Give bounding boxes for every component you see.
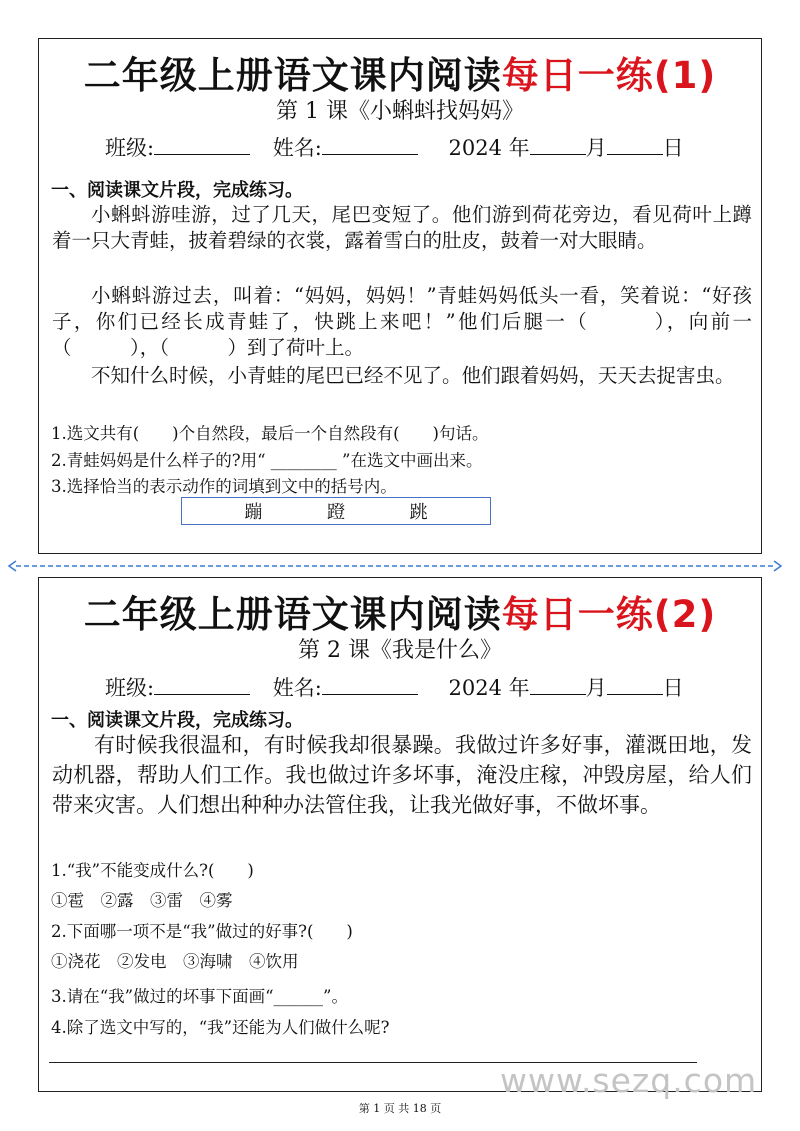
month-blank[interactable] — [530, 134, 586, 155]
exercise-card-1 — [38, 38, 762, 554]
name-label: 姓名: — [272, 136, 322, 160]
name-label: 姓名: — [272, 676, 322, 700]
day-blank[interactable] — [607, 674, 663, 695]
question-3: 3.请在“我”做过的坏事下面画“______”。 — [51, 987, 348, 1006]
passage-paragraph: 小蝌蚪游过去，叫着：“妈妈，妈妈！”青蛙妈妈低头一看，笑着说：“好孩子，你们已经长成青蛙了，快跳上来吧！”他们后腿一（ ），向前一（ ），（ ）到了荷叶上。 — [52, 284, 752, 359]
month-blank[interactable] — [530, 674, 586, 695]
cut-line-divider — [6, 559, 784, 573]
student-info-row — [105, 132, 741, 162]
lesson-title: 第 1 课《小蝌蚪找妈妈》 — [276, 99, 524, 124]
word-option: 蹦 — [244, 502, 263, 523]
question-4: 4.除了选文中写的，“我”还能为人们做什么呢? — [51, 1018, 390, 1037]
day-label: 日 — [662, 676, 684, 700]
lesson-title: 第 2 课《我是什么》 — [298, 638, 502, 663]
section-heading: 一、阅读课文片段，完成练习。 — [51, 180, 303, 201]
student-info-row — [105, 672, 741, 702]
class-blank[interactable] — [154, 134, 250, 155]
word-choice-box — [181, 497, 491, 525]
month-label: 月 — [585, 136, 607, 160]
class-label: 班级: — [105, 136, 155, 160]
day-label: 日 — [662, 136, 684, 160]
year-label: 2024 年 — [448, 136, 530, 160]
word-option: 蹬 — [326, 502, 345, 523]
day-blank[interactable] — [607, 134, 663, 155]
question-1: 1.“我”不能变成什么?( ) — [51, 861, 254, 880]
card-title: 二年级上册语文课内阅读每日一练(2) — [83, 593, 717, 636]
question-2: 2.下面哪一项不是“我”做过的好事?( ) — [51, 922, 353, 941]
passage-paragraph: 有时候我很温和，有时候我却很暴躁。我做过许多好事，灌溉田地，发动机器，帮助人们工作。我也做过许多坏事，淹没庄稼，冲毁房屋，给人们带来灾害。人们想出种种办法管住我，让我光做好事，不做坏事。 — [52, 733, 752, 817]
watermark: www.sezq.com — [500, 1061, 758, 1100]
word-option: 跳 — [409, 502, 428, 523]
section-heading: 一、阅读课文片段，完成练习。 — [51, 710, 303, 731]
question-3: 3.选择恰当的表示动作的词填到文中的括号内。 — [51, 477, 397, 496]
page-footer: 第 1 页 共 18 页 — [358, 1102, 442, 1115]
class-label: 班级: — [105, 676, 155, 700]
question-2-options: ①浇花 ②发电 ③海啸 ④饮用 — [51, 952, 299, 971]
month-label: 月 — [585, 676, 607, 700]
year-label: 2024 年 — [448, 676, 530, 700]
question-2: 2.青蛙妈妈是什么样子的?用“ ________ ”在选文中画出来。 — [51, 451, 483, 470]
passage-paragraph: 小蝌蚪游哇游，过了几天，尾巴变短了。他们游到荷花旁边，看见荷叶上蹲着一只大青蛙，披着碧绿的衣裳，露着雪白的肚皮，鼓着一对大眼睛。 — [52, 203, 752, 252]
class-blank[interactable] — [154, 674, 250, 695]
exercise-card-2 — [38, 577, 762, 1092]
passage-paragraph: 不知什么时候，小青蛙的尾巴已经不见了。他们跟着妈妈，天天去捉害虫。 — [91, 364, 735, 387]
name-blank[interactable] — [322, 674, 418, 695]
name-blank[interactable] — [322, 134, 418, 155]
question-1-options: ①雹 ②露 ③雷 ④雾 — [51, 891, 233, 910]
question-1: 1.选文共有( )个自然段，最后一个自然段有( )句话。 — [51, 424, 489, 443]
card-title: 二年级上册语文课内阅读每日一练(1) — [83, 54, 717, 97]
